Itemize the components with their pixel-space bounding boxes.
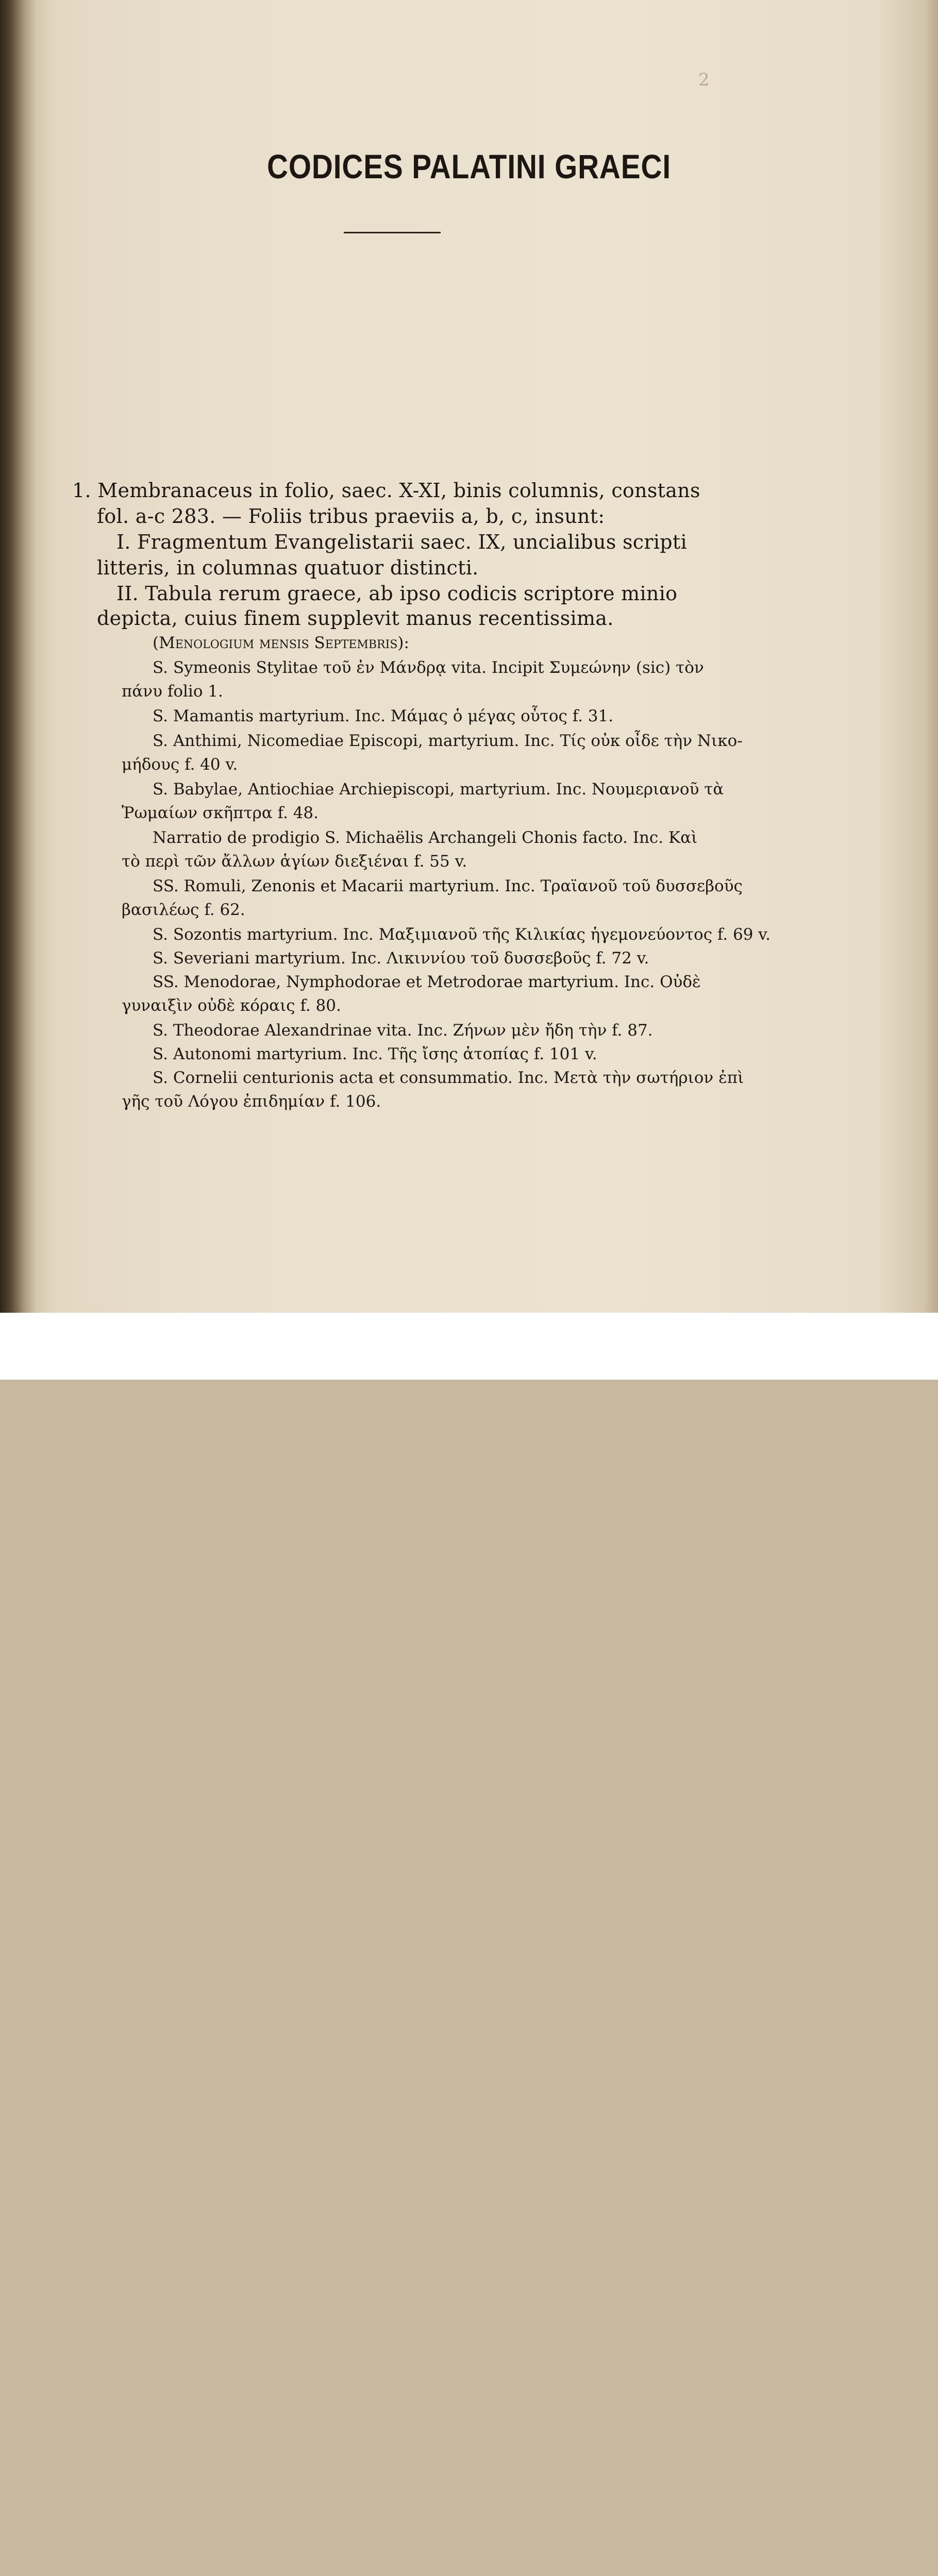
- entry-line: 1. Membranaceus in folio, saec. X-XI, binis columnis, constans: [72, 479, 700, 502]
- entry-line: I. Fragmentum Evangelistarii saec. IX, uncialibus scripti: [116, 531, 687, 553]
- section-heading: (Menologium mensis Septembris):: [153, 634, 409, 652]
- list-item: γῆς τοῦ Λόγου ἐπιδημίαν f. 106.: [122, 1092, 381, 1111]
- list-item: S. Cornelii centurionis acta et consummatio. Inc. Μετὰ τὴν σωτήριον ἐπὶ: [153, 1069, 744, 1087]
- list-item: S. Severiani martyrium. Inc. Λικιννίου τοῦ δυσσεβοῦς f. 72 v.: [153, 949, 649, 968]
- list-item: S. Mamantis martyrium. Inc. Μάμας ὁ μέγας οὗτος f. 31.: [153, 707, 614, 725]
- list-item: Narratio de prodigio S. Michaëlis Archangeli Chonis facto. Inc. Καὶ: [153, 828, 698, 847]
- list-item: S. Sozontis martyrium. Inc. Μαξιμιανοῦ τῆς Κιλικίας ἡγεμονεύοντος f. 69 v.: [153, 925, 770, 944]
- list-item: SS. Romuli, Zenonis et Macarii martyrium. Inc. Τραϊανοῦ τοῦ δυσσεβοῦς: [153, 877, 743, 895]
- list-item: S. Babylae, Antiochiae Archiepiscopi, martyrium. Inc. Νουμεριανοῦ τὰ: [153, 780, 724, 799]
- list-item: S. Anthimi, Nicomediae Episcopi, martyrium. Inc. Τίς οὐκ οἶδε τὴν Νικο-: [153, 732, 743, 750]
- page-title: CODICES PALATINI GRAECI: [267, 147, 671, 185]
- entry-line: II. Tabula rerum graece, ab ipso codicis scriptore minio: [116, 582, 678, 605]
- list-item: βασιλέως f. 62.: [122, 901, 245, 919]
- list-item: τὸ περὶ τῶν ἄλλων ἁγίων διεξιέναι f. 55 v.: [122, 852, 467, 871]
- list-item: S. Symeonis Stylitae τοῦ ἐν Μάνδρᾳ vita. Incipit Συμεώνην (sic) τὸν: [153, 658, 704, 677]
- footer-bar: [0, 1313, 938, 1380]
- list-item: SS. Menodorae, Nymphodorae et Metrodorae martyrium. Inc. Οὐδὲ: [153, 973, 701, 991]
- list-item: γυναιξὶν οὐδὲ κόραις f. 80.: [122, 996, 341, 1015]
- list-item: μήδους f. 40 v.: [122, 755, 238, 774]
- list-item: Ῥωμαίων σκῆπτρα f. 48.: [122, 804, 319, 822]
- list-item: πάνυ folio 1.: [122, 682, 223, 701]
- entry-line: depicta, cuius finem supplevit manus recentissima.: [97, 607, 614, 630]
- page-number: 2: [698, 70, 710, 90]
- list-item: S. Autonomi martyrium. Inc. Τῆς ἴσης ἀτοπίας f. 101 v.: [153, 1045, 597, 1063]
- list-item: S. Theodorae Alexandrinae vita. Inc. Ζήνων μὲν ἤδη τὴν f. 87.: [153, 1021, 653, 1040]
- entry-line: litteris, in columnas quatuor distincti.: [97, 556, 479, 579]
- title-divider: [344, 232, 441, 233]
- entry-line: fol. a-c 283. — Foliis tribus praeviis a, b, c, insunt:: [97, 505, 605, 528]
